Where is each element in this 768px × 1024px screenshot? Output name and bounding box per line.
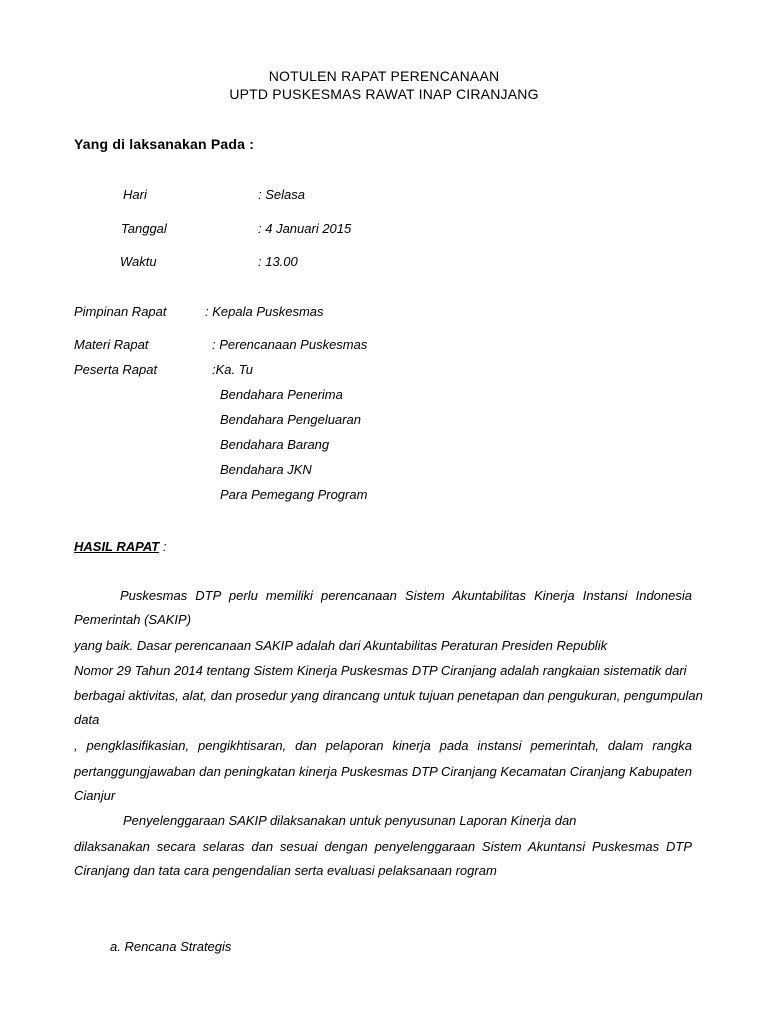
- paragraph-line: dilaksanakan secara selaras dan sesuai dengan penyelenggaraan Sistem Akuntansi Puskesmas DTP: [74, 839, 692, 854]
- peserta-item: Bendahara Barang: [220, 437, 330, 452]
- schedule-label-waktu: Waktu: [120, 254, 157, 269]
- materi-label: Materi Rapat: [74, 337, 149, 352]
- peserta-item: Bendahara JKN: [220, 462, 312, 477]
- schedule-label-tanggal: Tanggal: [121, 221, 167, 236]
- schedule-label-hari: Hari: [123, 187, 147, 202]
- peserta-item: Bendahara Penerima: [220, 387, 343, 402]
- peserta-item: Bendahara Pengeluaran: [220, 412, 361, 427]
- paragraph-line: , pengklasifikasian, pengikhtisaran, dan pelaporan kinerja pada instansi pemerintah, dalam rangka: [74, 738, 692, 753]
- schedule-value-tanggal: : 4 Januari 2015: [258, 221, 352, 236]
- pimpinan-label: Pimpinan Rapat: [74, 304, 167, 319]
- schedule-value-waktu: : 13.00: [258, 254, 298, 269]
- list-item-rencana-strategis: a. Rencana Strategis: [110, 939, 232, 954]
- paragraph-line: data: [74, 712, 100, 727]
- peserta-first: :Ka. Tu: [212, 362, 253, 377]
- paragraph-line: Pemerintah (SAKIP): [74, 612, 192, 627]
- hasil-rapat-heading-wrap: [74, 539, 166, 555]
- paragraph-line: yang baik. Dasar perencanaan SAKIP adalah dari Akuntabilitas Peraturan Presiden Republik: [74, 638, 608, 653]
- paragraph-line: Ciranjang dan tata cara pengendalian serta evaluasi pelaksanaan rogram: [74, 863, 497, 878]
- pimpinan-value: : Kepala Puskesmas: [205, 304, 324, 319]
- peserta-label: Peserta Rapat: [74, 362, 158, 377]
- hasil-rapat-heading: HASIL RAPAT: [74, 539, 160, 554]
- paragraph-line: Penyelenggaraan SAKIP dilaksanakan untuk penyusunan Laporan Kinerja dan: [123, 813, 577, 828]
- paragraph-line: berbagai aktivitas, alat, dan prosedur yang dirancang untuk tujuan penetapan dan pengukuran, pengumpulan: [74, 688, 703, 703]
- schedule-value-hari: : Selasa: [258, 187, 305, 202]
- paragraph-line: Puskesmas DTP perlu memiliki perencanaan Sistem Akuntabilitas Kinerja Instansi Indonesia: [120, 588, 692, 603]
- materi-value: : Perencanaan Puskesmas: [212, 337, 368, 352]
- peserta-item: Para Pemegang Program: [220, 487, 368, 502]
- document-title-line2: UPTD PUSKESMAS RAWAT INAP CIRANJANG: [229, 86, 539, 102]
- intro-heading: Yang di laksanakan Pada :: [74, 136, 255, 152]
- hasil-rapat-colon: :: [159, 539, 167, 554]
- document-title-line1: NOTULEN RAPAT PERENCANAAN: [268, 68, 500, 84]
- paragraph-line: Nomor 29 Tahun 2014 tentang Sistem Kinerja Puskesmas DTP Ciranjang adalah rangkaian sistematik dari: [74, 663, 687, 678]
- paragraph-line: Cianjur: [74, 788, 116, 803]
- paragraph-line: pertanggungjawaban dan peningkatan kinerja Puskesmas DTP Ciranjang Kecamatan Ciranjang Kabupaten: [74, 764, 692, 779]
